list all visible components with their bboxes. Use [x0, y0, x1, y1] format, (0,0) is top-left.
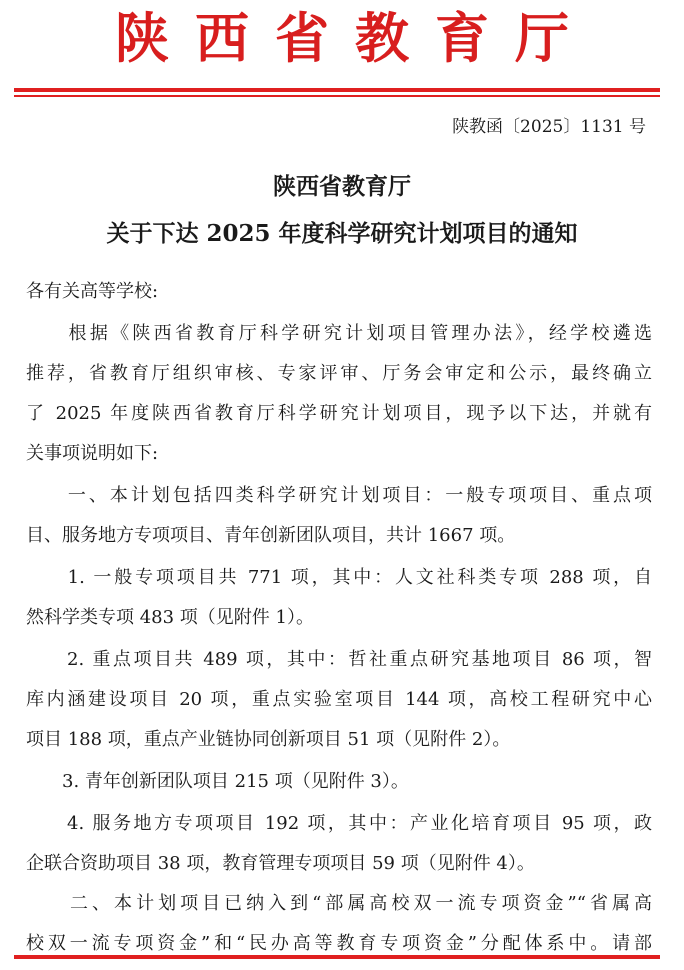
document-title-line-2: 关于下达 2025 年度科学研究计划项目的通知: [106, 220, 578, 247]
body-text-line: 一、本计划包括四类科学研究计划项目：一般专项项目、重点项: [26, 485, 652, 506]
salutation: 各有关高等学校:: [26, 281, 159, 302]
body-text-line: 校双一流专项资金”和“民办高等教育专项资金”分配体系中。请部: [26, 933, 652, 954]
body-text-line: 推荐，省教育厅组织审核、专家评审、厅务会审定和公示，最终确立: [26, 363, 652, 384]
document-title-line-1: 陕西省教育厅: [273, 173, 411, 200]
body-text-line: 根据《陕西省教育厅科学研究计划项目管理办法》，经学校遴选: [26, 323, 652, 344]
footer-rule: [14, 955, 660, 959]
body-text-line: 了 2025 年度陕西省教育厅科学研究计划项目，现予以下达，并就有: [26, 403, 652, 424]
body-text-line: 库内涵建设项目 20 项，重点实验室项目 144 项，高校工程研究中心: [26, 689, 652, 710]
body-text-line: 二、本计划项目已纳入到“部属高校双一流专项资金”“省属高: [26, 893, 652, 914]
body-text-line: 然科学类专项 483 项（见附件 1）。: [26, 607, 314, 628]
letterhead-rule-thin: [14, 95, 660, 97]
letterhead-org-name: 陕西省教育厅: [115, 6, 595, 70]
body-text-line: 4. 服务地方专项项目 192 项，其中：产业化培育项目 95 项，政: [26, 813, 652, 834]
body-text-line: 3. 青年创新团队项目 215 项（见附件 3）。: [26, 771, 409, 792]
document-number: 陕教函〔2025〕1131 号: [452, 117, 646, 137]
body-text-line: 关事项说明如下:: [26, 443, 159, 464]
body-text-line: 1. 一般专项项目共 771 项，其中：人文社科类专项 288 项，自: [26, 567, 652, 588]
body-text-line: 企联合资助项目 38 项，教育管理专项项目 59 项（见附件 4）。: [26, 853, 535, 874]
letterhead-rule-thick: [14, 88, 660, 92]
body-text-line: 2. 重点项目共 489 项，其中：哲社重点研究基地项目 86 项，智: [26, 649, 652, 670]
body-text-line: 目、服务地方专项项目、青年创新团队项目，共计 1667 项。: [26, 525, 516, 546]
body-text-line: 项目 188 项，重点产业链协同创新项目 51 项（见附件 2）。: [26, 729, 511, 750]
